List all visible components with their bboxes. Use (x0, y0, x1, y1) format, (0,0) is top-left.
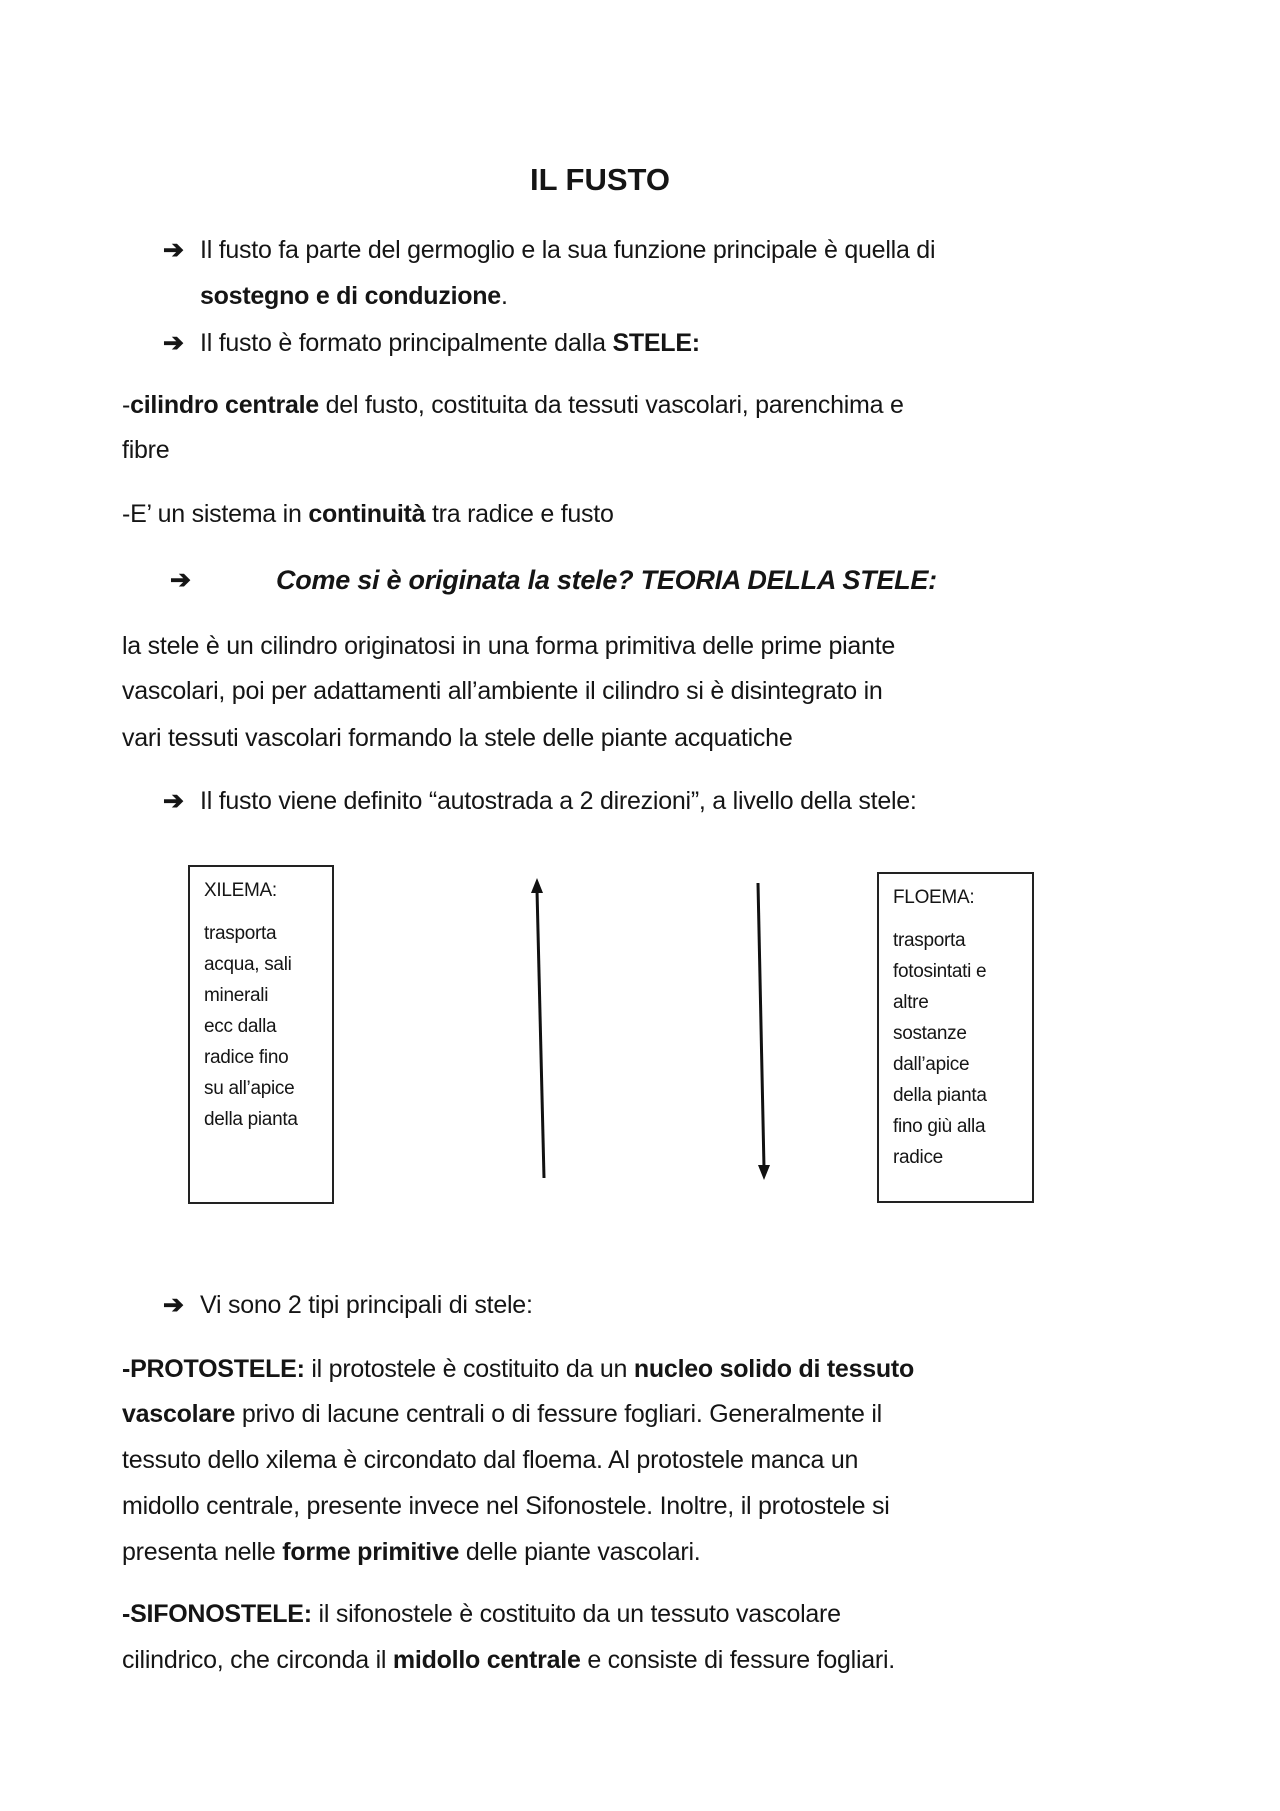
text: - (122, 391, 131, 419)
protostele-line5 (122, 1529, 701, 1575)
text: delle piante vascolari. (459, 1538, 701, 1566)
box-line: della pianta (893, 1085, 987, 1106)
bold-text: continuità (308, 500, 426, 528)
bold-text: vascolare (122, 1400, 236, 1428)
bold-text: sostegno e di conduzione (200, 282, 501, 310)
box-line: trasporta (893, 930, 966, 951)
paragraph-teoria-line1: la stele è un cilindro originatosi in una forma primitiva delle prime piante (122, 632, 896, 660)
arrow-right-icon: ➔ (163, 236, 184, 264)
box-line: minerali (204, 985, 269, 1006)
up-arrow-icon (531, 878, 544, 1178)
text: e consiste di fessure fogliari. (580, 1646, 896, 1674)
protostele-line1 (122, 1346, 914, 1392)
box-line: fino giù alla (893, 1116, 986, 1137)
bold-text: midollo centrale (392, 1646, 581, 1674)
bold-text: cilindro centrale (130, 391, 319, 419)
box-line: dall’apice (893, 1054, 970, 1075)
box-line: acqua, sali (204, 954, 292, 975)
box-line: ecc dalla (204, 1016, 277, 1037)
paragraph-cilindro-line2: fibre (122, 436, 170, 464)
sifonostele-line2 (122, 1637, 895, 1683)
paragraph-teoria-line3: vari tessuti vascolari formando la stele delle piante acquatiche (122, 724, 793, 752)
protostele-line4: midollo centrale, presente invece nel Sifonostele. Inoltre, il protostele si (122, 1492, 890, 1520)
box-line: fotosintati e (893, 961, 987, 982)
bold-text: -PROTOSTELE: (122, 1355, 305, 1383)
text: . (500, 282, 508, 310)
bold-text: STELE: (612, 329, 700, 357)
down-arrow-icon (758, 883, 770, 1180)
box-line: della pianta (204, 1109, 298, 1130)
bold-text: -SIFONOSTELE: (122, 1600, 312, 1628)
arrow-right-icon: ➔ (163, 787, 184, 815)
text: Il fusto è formato principalmente dalla (200, 329, 613, 357)
sifonostele-line1 (122, 1591, 841, 1637)
arrow-right-icon: ➔ (170, 566, 191, 594)
box-label: XILEMA: (204, 880, 277, 901)
protostele-line3: tessuto dello xilema è circondato dal floema. Al protostele manca un (122, 1446, 859, 1474)
text: presenta nelle (122, 1538, 283, 1566)
arrow-right-icon: ➔ (163, 1291, 184, 1319)
text: Il fusto fa parte del germoglio e la sua funzione principale è quella di (200, 236, 936, 264)
paragraph-teoria-line2: vascolari, poi per adattamenti all’ambiente il cilindro si è disintegrato in (122, 677, 883, 705)
box-line: radice fino (204, 1047, 289, 1068)
section-heading: Come si è originata la stele? TEORIA DELLA STELE: (276, 565, 937, 595)
box-line: altre (893, 992, 929, 1013)
protostele-line2 (122, 1391, 882, 1437)
bullet-3: Il fusto viene definito “autostrada a 2 direzioni”, a livello della stele: (200, 787, 917, 815)
box-line: trasporta (204, 923, 277, 944)
box-line: su all’apice (204, 1078, 295, 1099)
text: -E’ un sistema in (122, 500, 309, 528)
box-label: FLOEMA: (893, 887, 975, 908)
page-title: IL FUSTO (529, 162, 671, 197)
text: il protostele è costituito da un (304, 1355, 634, 1383)
bold-text: forme primitive (282, 1538, 460, 1566)
text: il sifonostele è costituito da un tessuto vascolare (311, 1600, 841, 1628)
text: tra radice e fusto (425, 500, 614, 528)
arrow-right-icon: ➔ (163, 329, 184, 357)
text: cilindrico, che circonda il (122, 1646, 393, 1674)
bullet-4: Vi sono 2 tipi principali di stele: (200, 1291, 533, 1319)
text: privo di lacune centrali o di fessure fogliari. Generalmente il (235, 1400, 882, 1428)
box-line: sostanze (893, 1023, 967, 1044)
bold-text: nucleo solido di tessuto (633, 1355, 915, 1383)
box-line: radice (893, 1147, 943, 1168)
text: del fusto, costituita da tessuti vascolari, parenchima e (318, 391, 904, 419)
